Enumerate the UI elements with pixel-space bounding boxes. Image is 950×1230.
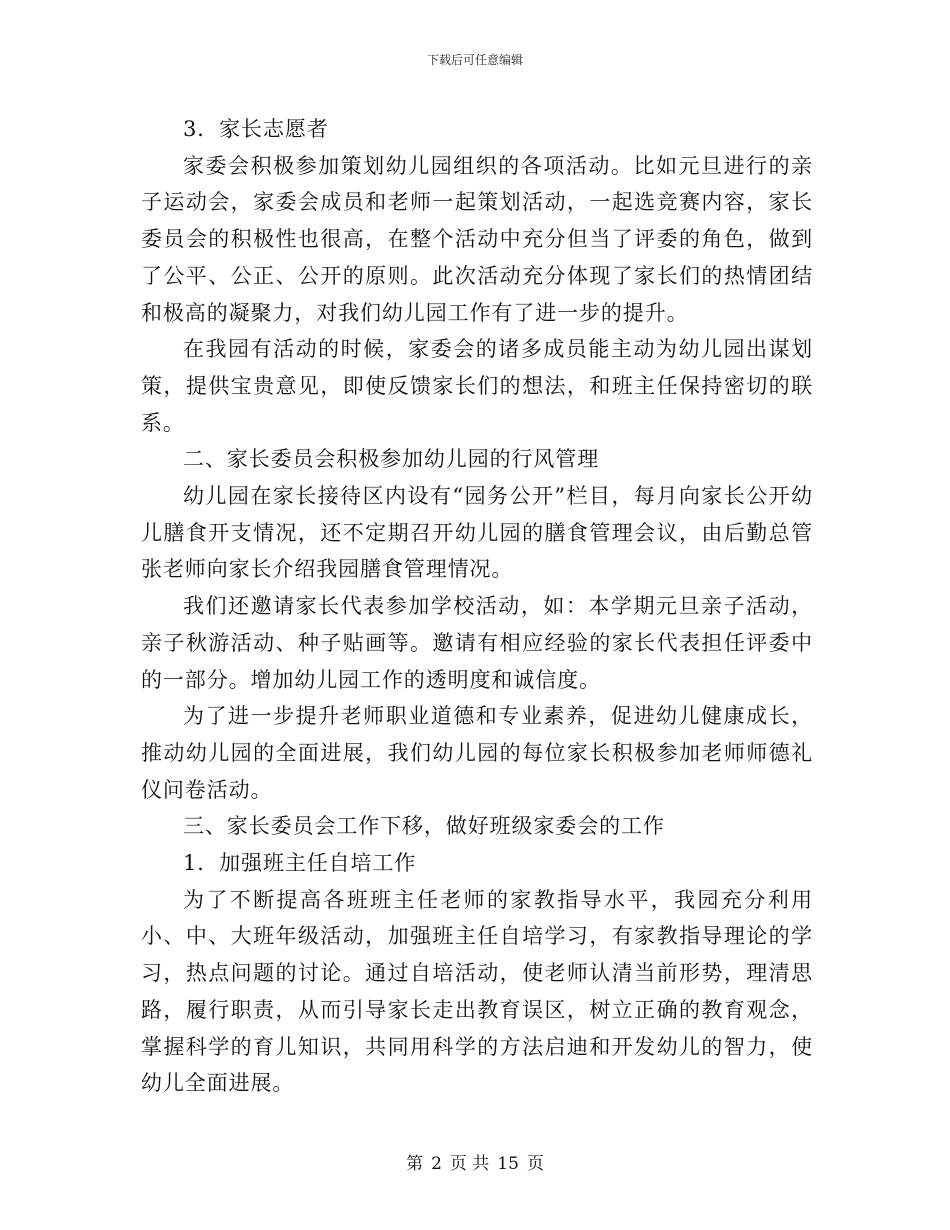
- document-body: [141, 111, 813, 1102]
- section-heading-class-committee: 三、家长委员会工作下移，做好班级家委会的工作: [183, 814, 665, 839]
- footer-middle: 页 共: [449, 1154, 490, 1174]
- footer-page-number: 2: [431, 1154, 442, 1174]
- section-heading-style-management: 二、家长委员会积极参加幼儿园的行风管理: [183, 447, 600, 472]
- footer-total-pages: 15: [497, 1154, 519, 1174]
- paragraph: 为了进一步提升老师职业道德和专业素养，促进幼儿健康成长，推动幼儿园的全面进展，我们幼儿园的每位家长积极参加老师师德礼仪问卷活动。: [141, 704, 813, 802]
- page-footer: [0, 1153, 950, 1175]
- paragraph: 在我园有活动的时候，家委会的诸多成员能主动为幼儿园出谋划策，提供宝贵意见，即使反馈家长们的想法，和班主任保持密切的联系。: [141, 337, 813, 435]
- header-text: 下载后可任意编辑: [426, 53, 523, 67]
- page-header: [0, 52, 950, 68]
- paragraph: 为了不断提高各班班主任老师的家教指导水平，我园充分利用小、中、大班年级活动，加强班主任自培学习，有家教指导理论的学习，热点问题的讨论。通过自培活动，使老师认清当前形势，理清思路，履行职责，从而引导家长走出教育误区，树立正确的教育观念，掌握科学的育儿知识，共同用科学的方法启迪和开发幼儿的智力，使幼儿全面进展。: [141, 887, 813, 1096]
- section-heading-volunteers: 3．家长志愿者: [183, 117, 329, 141]
- footer-suffix: 页: [526, 1154, 544, 1174]
- paragraph: 幼儿园在家长接待区内设有“园务公开”栏目，每月向家长公开幼儿膳食开支情况，还不定期召开幼儿园的膳食管理会议，由后勤总管张老师向家长介绍我园膳食管理情况。: [141, 484, 813, 582]
- paragraph: 我们还邀请家长代表参加学校活动，如：本学期元旦亲子活动，亲子秋游活动、种子贴画等。邀请有相应经验的家长代表担任评委中的一部分。增加幼儿园工作的透明度和诚信度。: [141, 594, 813, 692]
- subsection-heading-self-training: 1．加强班主任自培工作: [183, 851, 417, 876]
- paragraph: 家委会积极参加策划幼儿园组织的各项活动。比如元旦进行的亲子运动会，家委会成员和老师一起策划活动，一起选竞赛内容，家长委员会的积极性也很高，在整个活动中充分但当了评委的角色，做到了公平、公正、公开的原则。此次活动充分体现了家长们的热情团结和极高的凝聚力，对我们幼儿园工作有了进一步的提升。: [141, 153, 813, 325]
- footer-prefix: 第: [406, 1154, 424, 1174]
